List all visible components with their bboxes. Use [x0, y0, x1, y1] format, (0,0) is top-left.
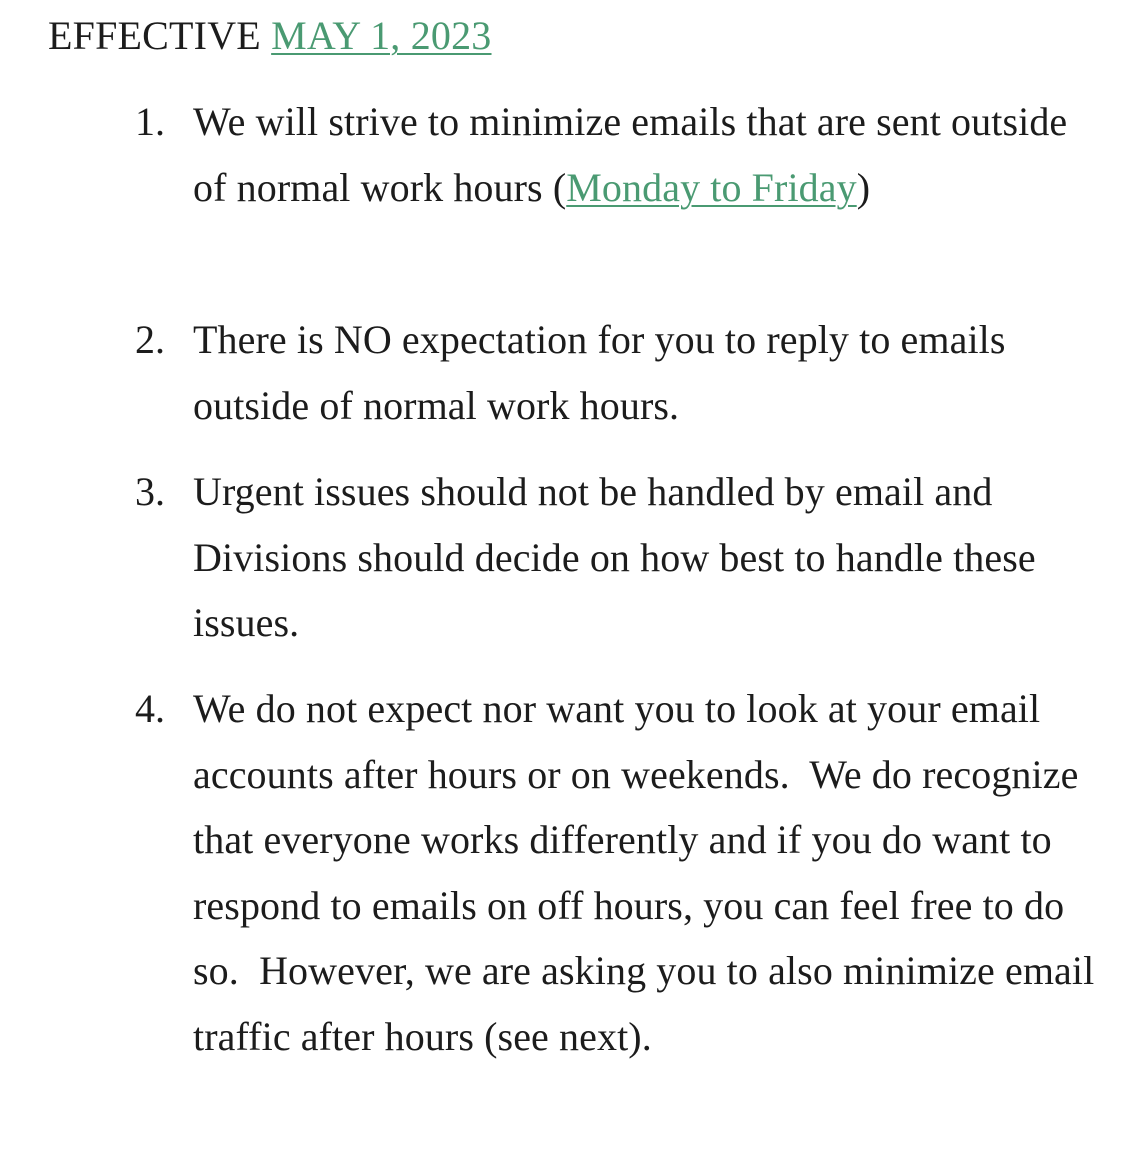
list-item-number: 1.: [135, 99, 165, 144]
list-item-number: 3.: [135, 469, 165, 514]
list-item-text: Urgent issues should not be handled by email and Divisions should decide on how best to handle these issues.: [193, 469, 1046, 645]
work-days-link[interactable]: Monday to Friday: [566, 164, 857, 210]
effective-label: EFFECTIVE: [48, 13, 272, 58]
list-item-text: There is NO expectation for you to reply to emails outside of normal work hours.: [193, 317, 1016, 428]
list-item-text-before-link: We will strive to minimize emails that are sent outside of normal work hours (: [193, 99, 1078, 210]
effective-date-link[interactable]: MAY 1, 2023: [271, 13, 492, 58]
list-item-text: [193, 89, 1098, 220]
list-item-text-after-link: ): [856, 164, 871, 210]
list-item-number: 2.: [135, 317, 165, 362]
effective-date-line: [48, 11, 492, 61]
list-item-text: We do not expect nor want you to look at your email accounts after hours or on weekends. We do recognize that everyone works differently and if you do want to respond to emails on off hours, you can feel free to do so. However, we are asking you to also minimize email traffic after hours (see next).: [193, 686, 1105, 1059]
list-item-number: 4.: [135, 686, 165, 731]
